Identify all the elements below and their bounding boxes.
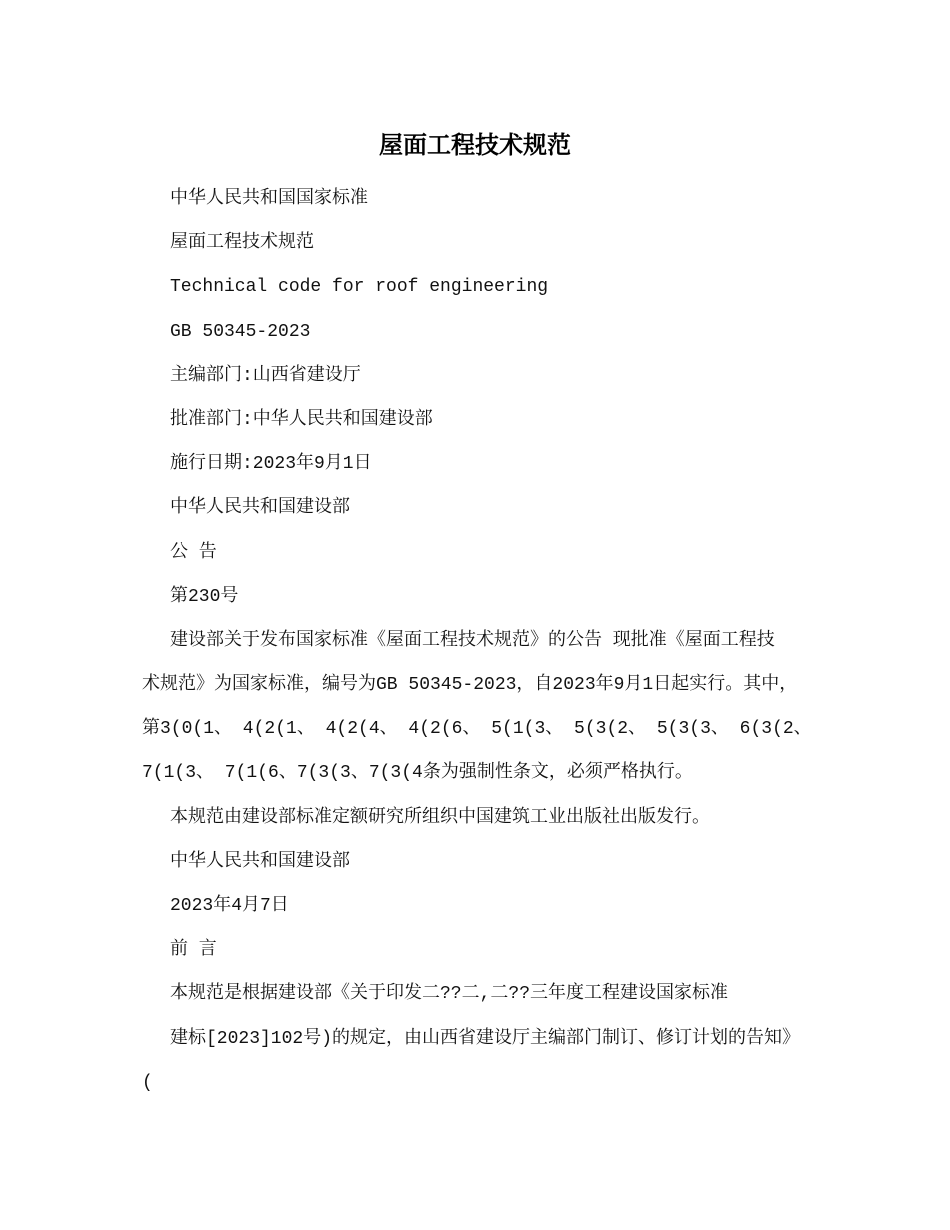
cover-effective-date: 施行日期:2023年9月1日 — [170, 454, 372, 475]
preface-body-line: ( — [142, 1072, 153, 1093]
document-title: 屋面工程技术规范 — [379, 130, 571, 159]
announcement-body-line: 第3(0(1、 4(2(1、 4(2(4、 4(2(6、 5(1(3、 5(3(2、 5(3(3、 6(3(2、 — [142, 719, 812, 740]
announcement-issuer: 中华人民共和国建设部 — [170, 498, 350, 519]
document-body — [142, 177, 932, 1105]
cover-standard-code: GB 50345-2023 — [170, 321, 311, 342]
cover-standard-type: 中华人民共和国国家标准 — [170, 189, 368, 209]
announcement-signature: 中华人民共和国建设部 — [170, 851, 350, 872]
preface-body-line: 建标[2023]102号)的规定，由山西省建设厅主编部门制订、修订计划的告知》 — [170, 1028, 801, 1049]
cover-approval-department: 批准部门:中华人民共和国建设部 — [170, 409, 433, 430]
announcement-heading: 公 告 — [170, 542, 217, 563]
announcement-body-line: 建设部关于发布国家标准《屋面工程技术规范》的公告 现批准《屋面工程技 — [170, 630, 775, 651]
announcement-number: 第230号 — [170, 586, 239, 607]
preface-heading: 前 言 — [170, 940, 217, 961]
announcement-body-line: 7(1(3、 7(1(6、7(3(3、7(3(4条为强制性条文，必须严格执行。 — [142, 763, 693, 784]
preface-body-line: 本规范是根据建设部《关于印发二??二,二??三年度工程建设国家标准 — [170, 984, 729, 1005]
announcement-date: 2023年4月7日 — [170, 896, 289, 916]
cover-name-en: Technical code for roof engineering — [170, 277, 549, 298]
announcement-body-line: 术规范》为国家标准，编号为GB 50345-2023，自2023年9月1日起实行。其中， — [142, 675, 798, 696]
announcement-publication: 本规范由建设部标准定额研究所组织中国建筑工业出版社出版发行。 — [170, 807, 710, 828]
cover-name-cn: 屋面工程技术规范 — [170, 233, 314, 254]
cover-chief-department: 主编部门:山西省建设厅 — [170, 365, 361, 386]
